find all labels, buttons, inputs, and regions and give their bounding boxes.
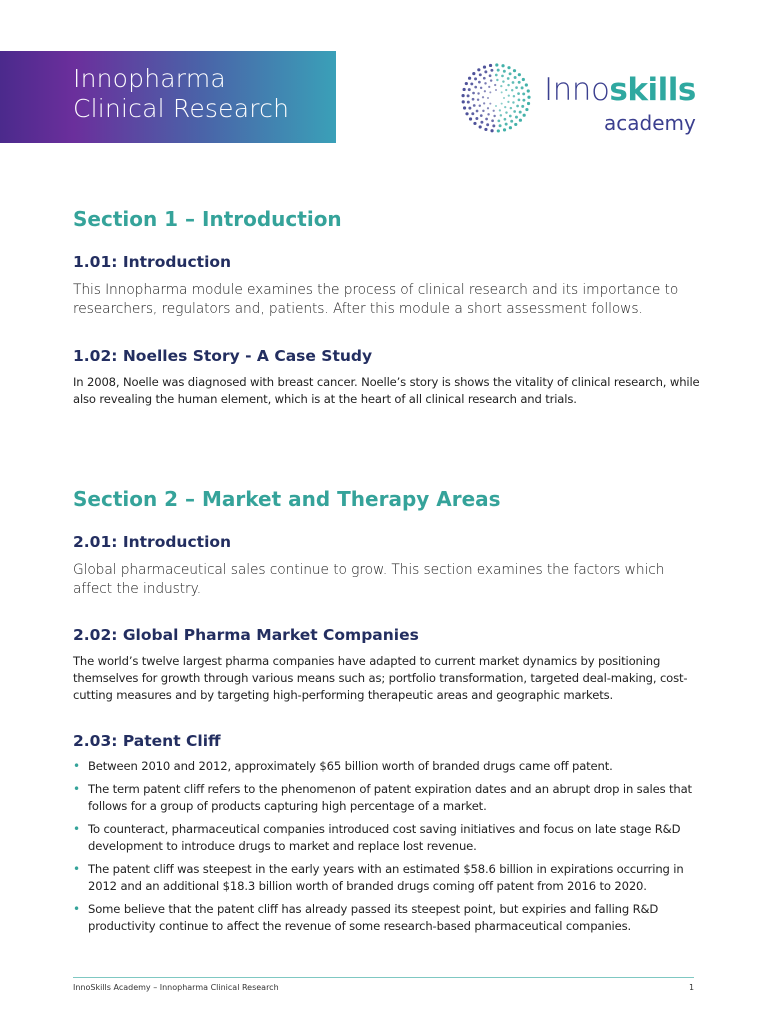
list-item (73, 758, 703, 775)
subsection-2-02-body: The world’s twelve largest pharma companies have adapted to current market dynamics by positioning themselves for growth through various means such as; portfolio transformation, targeted deal-making, cost-cutting measures and by targeting high-performing therapeutic areas and geographic markets. (73, 654, 688, 702)
list-item (73, 901, 703, 935)
patent-cliff-bullet-list (73, 758, 703, 941)
logo-word-inno: Inno (544, 72, 610, 108)
list-item (73, 821, 703, 855)
subsection-1-01-body: This Innopharma module examines the process of clinical research and its importance to researchers, regulators and, patients. After this module a short assessment follows. (73, 282, 679, 317)
subsection-2-02-title: 2.02: Global Pharma Market Companies (73, 626, 419, 644)
subsection-2-03-title: 2.03: Patent Cliff (73, 732, 221, 750)
innoskills-logo (460, 60, 700, 140)
bullet-icon: • (73, 782, 80, 796)
bullet-text: Some believe that the patent cliff has already passed its steepest point, but expiries and falling R&D productivity continue to affect the revenue of some research-based pharmaceutical companies. (88, 902, 659, 933)
footer-divider (73, 977, 694, 978)
subsection-2-01-title: 2.01: Introduction (73, 533, 232, 551)
bullet-icon: • (73, 902, 80, 916)
bullet-icon: • (73, 862, 80, 876)
bullet-icon: • (73, 759, 80, 773)
section2-title: Section 2 – Market and Therapy Areas (73, 487, 501, 511)
bullet-text: The term patent cliff refers to the phenomenon of patent expiration dates and an abrupt drop in sales that follows for a group of products capturing high percentage of a market. (88, 782, 692, 813)
footer-text: InnoSkills Academy – Innopharma Clinical Research (73, 983, 279, 992)
banner-title-line1: Innopharma (73, 64, 226, 93)
subsection-1-02-title: 1.02: Noelles Story - A Case Study (73, 347, 373, 365)
list-item (73, 861, 703, 895)
banner-title-line2: Clinical Research (73, 94, 290, 123)
header-banner (0, 51, 336, 143)
logo-wordmark (544, 72, 696, 108)
page-number: 1 (689, 983, 695, 992)
list-item (73, 781, 703, 815)
section1-title: Section 1 – Introduction (73, 207, 342, 231)
bullet-text: Between 2010 and 2012, approximately $65 billion worth of branded drugs came off patent. (88, 759, 613, 773)
bullet-icon: • (73, 822, 80, 836)
subsection-1-01-title: 1.01: Introduction (73, 253, 232, 271)
bullet-text: The patent cliff was steepest in the early years with an estimated $58.6 billion in expirations occurring in 2012 and an additional $18.3 billion worth of branded drugs coming off patent from 2016 to 2020. (88, 862, 684, 893)
logo-word-skills: skills (609, 72, 696, 108)
subsection-1-02-body: In 2008, Noelle was diagnosed with breast cancer. Noelle’s story is shows the vitality of clinical research, while also revealing the human element, which is at the heart of all clinical research and trials. (73, 375, 700, 406)
logo-mark-icon (460, 62, 532, 134)
logo-sub-academy: academy (604, 111, 696, 135)
subsection-2-01-body: Global pharmaceutical sales continue to grow. This section examines the factors which affect the industry. (73, 562, 665, 597)
bullet-text: To counteract, pharmaceutical companies introduced cost saving initiatives and focus on late stage R&D development to introduce drugs to market and replace lost revenue. (88, 822, 681, 853)
